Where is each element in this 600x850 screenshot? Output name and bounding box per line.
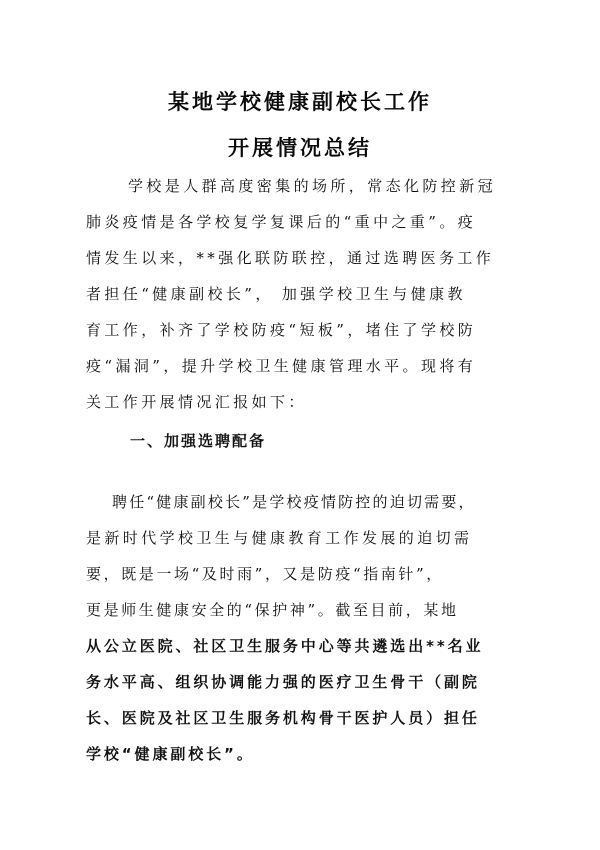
section-paragraph-line: 要，既是一场“及时雨”，又是防疫“指南针”， [86,565,444,583]
intro-paragraph-line: 疫“漏洞”，提升学校卫生健康管理水平。现将有 [86,357,477,375]
section-heading: 一、加强选聘配备 [130,432,267,450]
intro-paragraph-line: 关工作开展情况汇报如下： [86,393,307,411]
intro-paragraph-line: 学校是人群高度密集的场所，常态化防控新冠 [128,177,497,195]
section-paragraph-bold-line: 务水平高、组织协调能力强的医疗卫生骨干（副院 [86,673,480,691]
intro-paragraph-line: 育工作，补齐了学校防疫“短板”，堵住了学校防 [86,321,477,339]
section-paragraph-bold-line: 长、医院及社区卫生服务机构骨干医护人员）担任 [86,709,480,727]
section-paragraph-bold-line: 学校“健康副校长”。 [86,745,255,763]
document-title-line-2: 开展情况总结 [228,136,372,160]
document-title-line-1: 某地学校健康副校长工作 [168,90,432,114]
section-paragraph-line: 是新时代学校卫生与健康教育工作发展的迫切需 [86,529,473,547]
section-paragraph-line: 聘任“健康副校长”是学校疫情防控的迫切需要， [112,493,476,511]
intro-paragraph-line: 者担任“健康副校长”， 加强学校卫生与健康教 [86,285,466,303]
intro-paragraph-line: 情发生以来，**强化联防联控，通过选聘医务工作 [86,249,495,267]
intro-paragraph-line: 肺炎疫情是各学校复学复课后的“重中之重”。疫 [86,213,477,231]
section-paragraph-line: 更是师生健康安全的“保护神”。截至目前，某地 [86,601,459,619]
section-paragraph-bold-line: 从公立医院、社区卫生服务中心等共遴选出**名业 [86,637,484,655]
